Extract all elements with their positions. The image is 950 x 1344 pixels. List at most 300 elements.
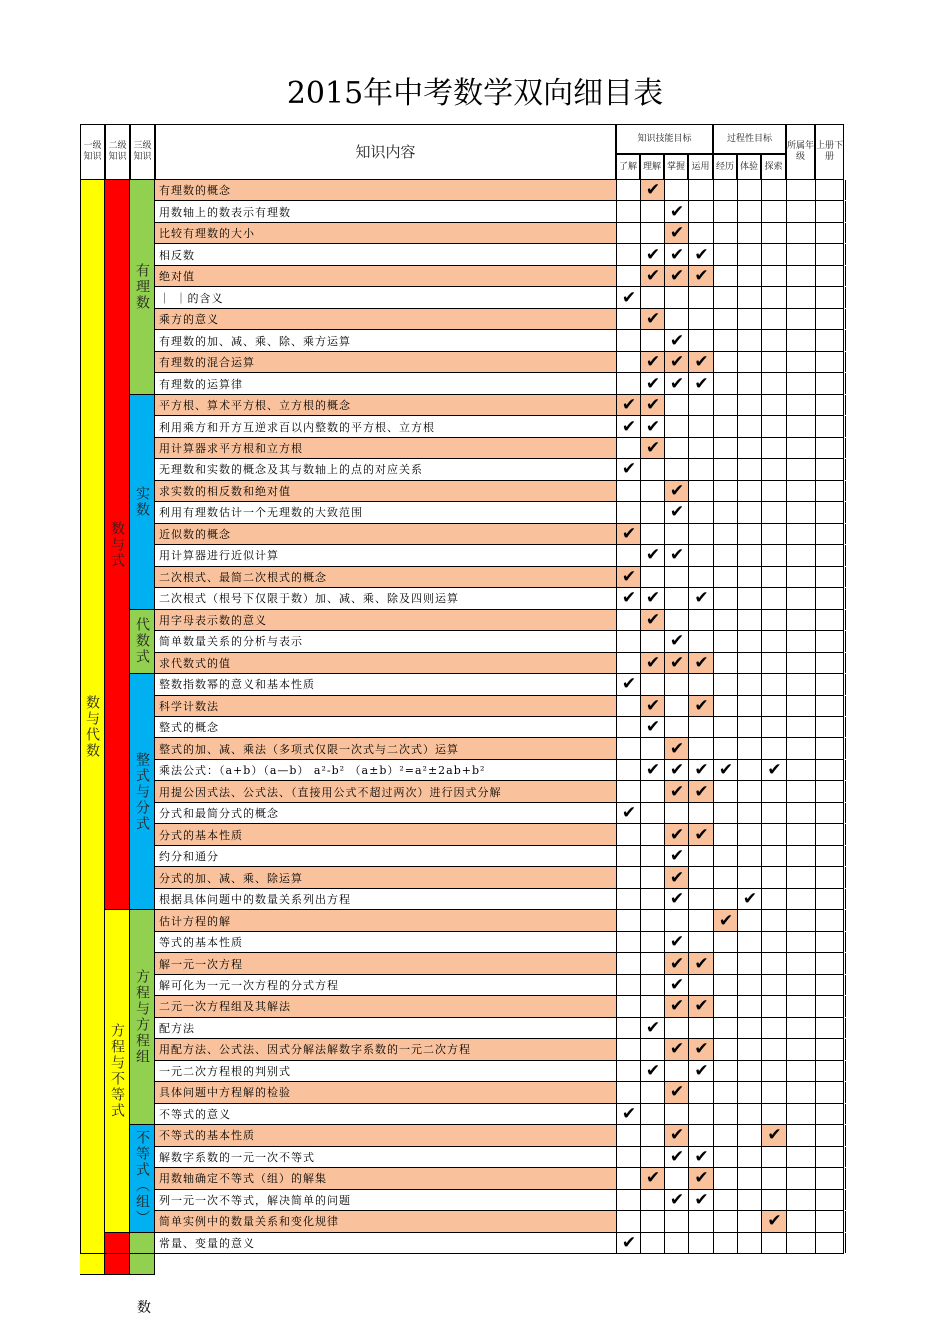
- table-row: [155, 545, 844, 566]
- empty-cell: [616, 889, 641, 909]
- table-row: [155, 760, 844, 781]
- empty-cell: [640, 201, 665, 221]
- row-knowledge-text: 相反数: [159, 248, 195, 262]
- empty-cell: [761, 996, 787, 1016]
- empty-cell: [761, 674, 787, 694]
- empty-cell: [664, 567, 689, 587]
- check-mark-icon: ✔: [616, 459, 641, 479]
- empty-cell: [761, 631, 787, 651]
- table-row: [155, 524, 844, 545]
- grade-cell: [786, 244, 816, 264]
- grade-cell: [786, 395, 816, 415]
- grade-cell: [786, 781, 816, 801]
- check-mark-icon: ✔: [664, 932, 689, 952]
- check-mark-icon: ✔: [664, 352, 689, 372]
- check-mark-icon: ✔: [616, 1104, 641, 1124]
- empty-cell: [688, 223, 714, 243]
- empty-cell: [688, 975, 714, 995]
- empty-cell: [616, 438, 641, 458]
- empty-cell: [737, 1147, 762, 1167]
- check-mark-icon: ✔: [688, 696, 714, 716]
- empty-cell: [616, 1082, 641, 1102]
- header-col-4: 经历: [713, 154, 737, 180]
- table-row: [155, 1147, 844, 1168]
- check-mark-icon: ✔: [688, 1061, 714, 1081]
- empty-cell: [688, 309, 714, 329]
- table-row: [155, 717, 844, 738]
- empty-cell: [688, 631, 714, 651]
- empty-cell: [761, 975, 787, 995]
- empty-cell: [761, 545, 787, 565]
- empty-cell: [688, 1082, 714, 1102]
- empty-cell: [737, 910, 762, 930]
- row-knowledge-text: 分式和最简分式的概念: [159, 807, 279, 821]
- check-mark-icon: ✔: [688, 824, 714, 844]
- grade-cell: [786, 502, 816, 522]
- empty-cell: [737, 588, 762, 608]
- volume-cell: [815, 738, 846, 758]
- empty-cell: [737, 223, 762, 243]
- empty-cell: [737, 244, 762, 264]
- empty-cell: [616, 330, 641, 350]
- table-row: [155, 459, 844, 480]
- empty-cell: [688, 674, 714, 694]
- row-knowledge-text: 不等式的基本性质: [159, 1129, 255, 1143]
- grade-cell: [786, 653, 816, 673]
- check-mark-icon: ✔: [616, 803, 641, 823]
- empty-cell: [713, 846, 738, 866]
- empty-cell: [664, 696, 689, 716]
- volume-cell: [815, 674, 846, 694]
- empty-cell: [640, 1039, 665, 1059]
- grade-cell: [786, 631, 816, 651]
- volume-cell: [815, 373, 846, 393]
- grade-cell: [786, 1168, 816, 1188]
- check-mark-icon: ✔: [688, 653, 714, 673]
- empty-cell: [761, 223, 787, 243]
- grade-cell: [786, 717, 816, 737]
- level2-label: 方程与不等式: [109, 1022, 125, 1119]
- row-knowledge-text: 乘方的意义: [159, 313, 219, 327]
- volume-cell: [815, 244, 846, 264]
- check-mark-icon: ✔: [664, 824, 689, 844]
- empty-cell: [688, 524, 714, 544]
- table-row: [155, 287, 844, 308]
- check-mark-icon: ✔: [664, 1039, 689, 1059]
- check-mark-icon: ✔: [664, 223, 689, 243]
- grade-cell: [786, 1082, 816, 1102]
- table-row: [155, 846, 844, 867]
- empty-cell: [761, 1061, 787, 1081]
- empty-cell: [737, 1125, 762, 1145]
- grade-cell: [786, 567, 816, 587]
- level3-label: 有理数: [134, 262, 150, 311]
- volume-cell: [815, 309, 846, 329]
- row-knowledge-text: 利用乘方和开方互逆求百以内整数的平方根、立方根: [159, 420, 435, 434]
- empty-cell: [664, 588, 689, 608]
- empty-cell: [713, 1190, 738, 1210]
- level3-label: 整式与分式: [134, 751, 150, 832]
- empty-cell: [761, 953, 787, 973]
- empty-cell: [664, 674, 689, 694]
- row-knowledge-text: 有理数的混合运算: [159, 356, 255, 370]
- empty-cell: [713, 330, 738, 350]
- table-row: [155, 438, 844, 459]
- empty-cell: [664, 459, 689, 479]
- grade-cell: [786, 201, 816, 221]
- volume-cell: [815, 352, 846, 372]
- check-mark-icon: ✔: [761, 1125, 787, 1145]
- level1-band: [80, 180, 105, 1275]
- empty-cell: [688, 502, 714, 522]
- row-knowledge-text: 二次根式（根号下仅限于数）加、减、乘、除及四则运算: [159, 592, 459, 606]
- empty-cell: [616, 1190, 641, 1210]
- row-knowledge-text: 用计算器进行近似计算: [159, 549, 279, 563]
- level3-label: 方程与方程组: [134, 969, 150, 1066]
- row-knowledge-text: ｜ ｜的含义: [159, 291, 224, 305]
- table-row: [155, 1125, 844, 1146]
- empty-cell: [664, 287, 689, 307]
- check-mark-icon: ✔: [664, 502, 689, 522]
- empty-cell: [713, 1125, 738, 1145]
- table-row: [155, 266, 844, 287]
- grade-cell: [786, 459, 816, 479]
- empty-cell: [616, 932, 641, 952]
- grade-cell: [786, 760, 816, 780]
- empty-cell: [737, 996, 762, 1016]
- empty-cell: [737, 696, 762, 716]
- empty-cell: [688, 481, 714, 501]
- check-mark-icon: ✔: [688, 352, 714, 372]
- empty-cell: [688, 932, 714, 952]
- check-mark-icon: ✔: [664, 738, 689, 758]
- grade-cell: [786, 1233, 816, 1253]
- empty-cell: [713, 502, 738, 522]
- empty-cell: [713, 266, 738, 286]
- table-row: [155, 932, 844, 953]
- empty-cell: [713, 352, 738, 372]
- empty-cell: [737, 502, 762, 522]
- check-mark-icon: ✔: [688, 1147, 714, 1167]
- volume-cell: [815, 395, 846, 415]
- empty-cell: [713, 696, 738, 716]
- row-knowledge-text: 常量、变量的意义: [159, 1236, 255, 1250]
- row-knowledge-text: 二元一次方程组及其解法: [159, 1000, 291, 1014]
- empty-cell: [640, 524, 665, 544]
- check-mark-icon: ✔: [664, 373, 689, 393]
- volume-cell: [815, 953, 846, 973]
- check-mark-icon: ✔: [688, 953, 714, 973]
- table-row: [155, 481, 844, 502]
- header-col-5: 体验: [737, 154, 761, 180]
- row-knowledge-text: 整式的概念: [159, 721, 219, 735]
- empty-cell: [761, 696, 787, 716]
- empty-cell: [688, 846, 714, 866]
- empty-cell: [737, 180, 762, 200]
- empty-cell: [761, 781, 787, 801]
- level3-label: 实数: [134, 485, 150, 518]
- grade-cell: [786, 545, 816, 565]
- empty-cell: [664, 910, 689, 930]
- empty-cell: [616, 696, 641, 716]
- empty-cell: [664, 1104, 689, 1124]
- check-mark-icon: ✔: [664, 846, 689, 866]
- empty-cell: [640, 1211, 665, 1231]
- grade-cell: [786, 1039, 816, 1059]
- empty-cell: [664, 1211, 689, 1231]
- row-knowledge-text: 配方法: [159, 1021, 195, 1035]
- level3-band: [130, 674, 155, 910]
- volume-cell: [815, 1061, 846, 1081]
- check-mark-icon: ✔: [640, 760, 665, 780]
- volume-cell: [815, 1104, 846, 1124]
- empty-cell: [616, 244, 641, 264]
- row-knowledge-text: 用计算器求平方根和立方根: [159, 441, 303, 455]
- table-row: [155, 1082, 844, 1103]
- empty-cell: [688, 567, 714, 587]
- empty-cell: [737, 1168, 762, 1188]
- empty-cell: [640, 1233, 665, 1253]
- check-mark-icon: ✔: [664, 545, 689, 565]
- empty-cell: [737, 932, 762, 952]
- table-row: [155, 653, 844, 674]
- empty-cell: [761, 610, 787, 630]
- grade-cell: [786, 824, 816, 844]
- empty-cell: [713, 567, 738, 587]
- empty-cell: [616, 781, 641, 801]
- grade-cell: [786, 696, 816, 716]
- row-knowledge-text: 分式的加、减、乘、除运算: [159, 871, 303, 885]
- check-mark-icon: ✔: [688, 996, 714, 1016]
- empty-cell: [713, 738, 738, 758]
- empty-cell: [640, 953, 665, 973]
- row-knowledge-text: 用数轴上的数表示有理数: [159, 205, 291, 219]
- empty-cell: [640, 1104, 665, 1124]
- table-row: [155, 416, 844, 437]
- check-mark-icon: ✔: [737, 889, 762, 909]
- empty-cell: [616, 223, 641, 243]
- level1-label: 数与代数: [84, 695, 100, 760]
- row-knowledge-text: 利用有理数估计一个无理数的大致范围: [159, 506, 363, 520]
- empty-cell: [713, 996, 738, 1016]
- row-knowledge-text: 有理数的概念: [159, 184, 231, 198]
- empty-cell: [713, 373, 738, 393]
- empty-cell: [640, 781, 665, 801]
- check-mark-icon: ✔: [640, 416, 665, 436]
- empty-cell: [737, 846, 762, 866]
- empty-cell: [616, 309, 641, 329]
- grade-cell: [786, 867, 816, 887]
- table-row: [155, 610, 844, 631]
- empty-cell: [761, 867, 787, 887]
- empty-cell: [640, 223, 665, 243]
- row-knowledge-text: 解可化为一元一次方程的分式方程: [159, 978, 339, 992]
- empty-cell: [616, 910, 641, 930]
- empty-cell: [640, 502, 665, 522]
- check-mark-icon: ✔: [664, 330, 689, 350]
- empty-cell: [737, 373, 762, 393]
- row-knowledge-text: 整数指数幂的意义和基本性质: [159, 678, 315, 692]
- check-mark-icon: ✔: [688, 781, 714, 801]
- empty-cell: [761, 824, 787, 844]
- empty-cell: [688, 1233, 714, 1253]
- table-row: [155, 953, 844, 974]
- grade-cell: [786, 1147, 816, 1167]
- table-row: [155, 1039, 844, 1060]
- empty-cell: [640, 996, 665, 1016]
- empty-cell: [713, 180, 738, 200]
- check-mark-icon: ✔: [664, 201, 689, 221]
- level3-band: [130, 910, 155, 1125]
- empty-cell: [713, 438, 738, 458]
- empty-cell: [713, 610, 738, 630]
- volume-cell: [815, 653, 846, 673]
- empty-cell: [713, 932, 738, 952]
- empty-cell: [713, 1082, 738, 1102]
- grade-cell: [786, 975, 816, 995]
- check-mark-icon: ✔: [640, 1168, 665, 1188]
- row-knowledge-text: 绝对值: [159, 270, 195, 284]
- empty-cell: [640, 459, 665, 479]
- empty-cell: [640, 846, 665, 866]
- header-skill-goals: 知识技能目标: [616, 124, 713, 154]
- table-row: [155, 996, 844, 1017]
- row-knowledge-text: 列一元一次不等式，解决简单的问题: [159, 1193, 351, 1207]
- grade-cell: [786, 524, 816, 544]
- empty-cell: [761, 1147, 787, 1167]
- row-knowledge-text: 近似数的概念: [159, 527, 231, 541]
- check-mark-icon: ✔: [640, 1018, 665, 1038]
- header-col-3: 运用: [688, 154, 713, 180]
- volume-cell: [815, 1125, 846, 1145]
- empty-cell: [713, 975, 738, 995]
- empty-cell: [616, 201, 641, 221]
- empty-cell: [616, 846, 641, 866]
- check-mark-icon: ✔: [713, 760, 738, 780]
- row-knowledge-text: 整式的加、减、乘法（多项式仅限一次式与二次式）运算: [159, 742, 459, 756]
- grade-cell: [786, 1018, 816, 1038]
- empty-cell: [616, 352, 641, 372]
- empty-cell: [616, 717, 641, 737]
- empty-cell: [640, 803, 665, 823]
- empty-cell: [761, 438, 787, 458]
- check-mark-icon: ✔: [664, 975, 689, 995]
- grade-cell: [786, 738, 816, 758]
- empty-cell: [761, 932, 787, 952]
- empty-cell: [737, 416, 762, 436]
- empty-cell: [688, 1018, 714, 1038]
- empty-cell: [713, 244, 738, 264]
- empty-cell: [761, 287, 787, 307]
- empty-cell: [737, 201, 762, 221]
- empty-cell: [640, 1125, 665, 1145]
- check-mark-icon: ✔: [664, 481, 689, 501]
- volume-cell: [815, 867, 846, 887]
- empty-cell: [640, 481, 665, 501]
- empty-cell: [640, 824, 665, 844]
- empty-cell: [761, 330, 787, 350]
- table-row: [155, 502, 844, 523]
- empty-cell: [737, 1104, 762, 1124]
- empty-cell: [737, 438, 762, 458]
- empty-cell: [688, 201, 714, 221]
- row-knowledge-text: 乘法公式：（a+b）（a—b） a²-b² （a±b）²=a²±2ab+b²: [159, 764, 486, 778]
- empty-cell: [737, 631, 762, 651]
- empty-cell: [616, 1039, 641, 1059]
- check-mark-icon: ✔: [616, 524, 641, 544]
- empty-cell: [616, 1061, 641, 1081]
- empty-cell: [713, 1061, 738, 1081]
- empty-cell: [737, 567, 762, 587]
- empty-cell: [713, 524, 738, 544]
- empty-cell: [737, 481, 762, 501]
- table-row: [155, 975, 844, 996]
- empty-cell: [640, 1147, 665, 1167]
- check-mark-icon: ✔: [688, 588, 714, 608]
- empty-cell: [761, 352, 787, 372]
- empty-cell: [688, 738, 714, 758]
- empty-cell: [713, 588, 738, 608]
- row-knowledge-text: 约分和通分: [159, 850, 219, 864]
- empty-cell: [640, 330, 665, 350]
- row-knowledge-text: 简单实例中的数量关系和变化规律: [159, 1215, 339, 1229]
- header-grade: 所属年级: [786, 124, 815, 180]
- empty-cell: [737, 266, 762, 286]
- empty-cell: [713, 781, 738, 801]
- row-knowledge-text: 二次根式、最简二次根式的概念: [159, 570, 327, 584]
- volume-cell: [815, 910, 846, 930]
- table-row: [155, 824, 844, 845]
- page-title: 2015年中考数学双向细目表: [286, 76, 664, 111]
- table-row: [155, 910, 844, 931]
- volume-cell: [815, 1211, 846, 1231]
- volume-cell: [815, 266, 846, 286]
- empty-cell: [713, 545, 738, 565]
- row-knowledge-text: 等式的基本性质: [159, 936, 243, 950]
- empty-cell: [713, 1104, 738, 1124]
- empty-cell: [616, 824, 641, 844]
- header-level1: 一级知识: [80, 124, 105, 180]
- header-volume: 上册下册: [815, 124, 844, 180]
- empty-cell: [688, 330, 714, 350]
- level3-band: [130, 610, 155, 674]
- check-mark-icon: ✔: [664, 631, 689, 651]
- volume-cell: [815, 803, 846, 823]
- empty-cell: [737, 738, 762, 758]
- check-mark-icon: ✔: [664, 889, 689, 909]
- check-mark-icon: ✔: [640, 373, 665, 393]
- row-knowledge-text: 用数轴确定不等式（组）的解集: [159, 1172, 327, 1186]
- table-row: [155, 1190, 844, 1211]
- table-row: [155, 803, 844, 824]
- table-row: [155, 631, 844, 652]
- empty-cell: [761, 524, 787, 544]
- volume-cell: [815, 717, 846, 737]
- empty-cell: [688, 459, 714, 479]
- empty-cell: [713, 674, 738, 694]
- empty-cell: [640, 1082, 665, 1102]
- empty-cell: [737, 1082, 762, 1102]
- empty-cell: [616, 953, 641, 973]
- empty-cell: [713, 889, 738, 909]
- empty-cell: [688, 1125, 714, 1145]
- grade-cell: [786, 287, 816, 307]
- empty-cell: [640, 631, 665, 651]
- empty-cell: [640, 567, 665, 587]
- table-row: [155, 373, 844, 394]
- empty-cell: [761, 395, 787, 415]
- empty-cell: [713, 1211, 738, 1231]
